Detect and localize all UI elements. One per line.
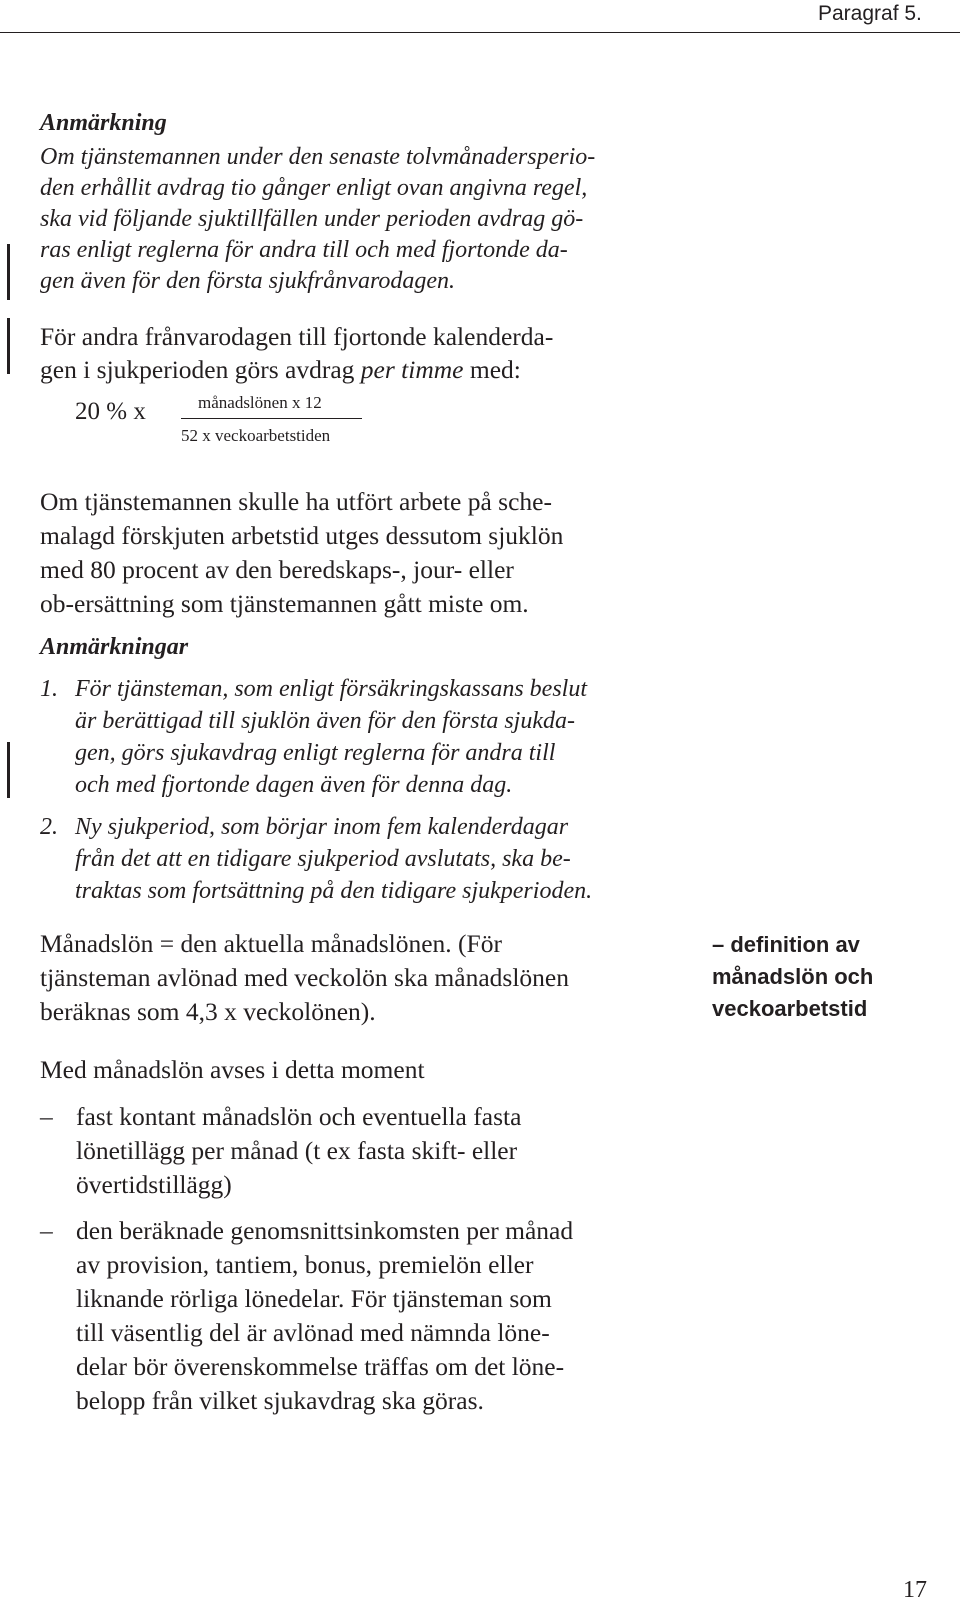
emphasis-text: per timme: [360, 355, 464, 384]
paragraph-line: För andra frånvarodagen till fjortonde kalenderda-: [40, 322, 554, 351]
note-line: För tjänsteman, som enligt försäkringskassans beslut: [75, 676, 588, 702]
note-line: och med fjortonde dagen även för denna dag.: [75, 772, 513, 798]
bullet-marker: –: [40, 1216, 53, 1245]
note-line: gen även för den första sjukfrånvarodagen.: [40, 268, 456, 294]
note-line: ska vid följande sjuktillfällen under perioden avdrag gö-: [40, 206, 584, 232]
running-header: Paragraf 5.: [818, 2, 922, 25]
bullet-line: den beräknade genomsnittsinkomsten per månad: [76, 1216, 574, 1245]
bullet-line: belopp från vilket sjukavdrag ska göras.: [76, 1386, 484, 1415]
paragraph-line: Med månadslön avses i detta moment: [40, 1055, 425, 1084]
note-line: den erhållit avdrag tio gånger enligt ovan angivna regel,: [40, 175, 588, 201]
note-line: från det att en tidigare sjukperiod avslutats, ska be-: [75, 846, 571, 872]
definition-line: beräknas som 4,3 x veckolönen).: [40, 997, 376, 1026]
formula-factor: 20 % x: [75, 398, 146, 425]
bullet-line: övertidstillägg): [76, 1170, 232, 1199]
notes-heading: Anmärkningar: [40, 634, 189, 660]
paragraph-line: Om tjänstemannen skulle ha utfört arbete på sche-: [40, 487, 552, 516]
bullet-line: av provision, tantiem, bonus, premielön eller: [76, 1250, 534, 1279]
change-bar: [7, 742, 10, 798]
note-line: är berättigad till sjuklön även för den första sjukda-: [75, 708, 575, 734]
note-line: Ny sjukperiod, som börjar inom fem kalenderdagar: [75, 814, 569, 840]
formula-numerator: månadslönen x 12: [198, 393, 322, 412]
bullet-marker: –: [40, 1102, 53, 1131]
text-run: gen i sjukperioden görs avdrag: [40, 355, 361, 384]
definition-line: Månadslön = den aktuella månadslönen. (För: [40, 929, 502, 958]
sidenote-line: – definition av: [712, 932, 860, 957]
paragraph-line: med 80 procent av den beredskaps-, jour- eller: [40, 555, 514, 584]
note-line: Om tjänstemannen under den senaste tolvmånadersperio-: [40, 144, 596, 170]
definition-line: tjänsteman avlönad med veckolön ska månadslönen: [40, 963, 569, 992]
note-heading: Anmärkning: [40, 110, 167, 136]
paragraph-line: malagd förskjuten arbetstid utges dessutom sjuklön: [40, 521, 564, 550]
paragraph-line: ob-ersättning som tjänstemannen gått miste om.: [40, 589, 529, 618]
bullet-line: fast kontant månadslön och eventuella fasta: [76, 1102, 522, 1131]
note-line: traktas som fortsättning på den tidigare sjukperioden.: [75, 878, 593, 904]
note-line: gen, görs sjukavdrag enligt reglerna för andra till: [75, 740, 556, 766]
header-rule: [0, 32, 960, 33]
bullet-line: delar bör överenskommelse träffas om det löne-: [76, 1352, 565, 1381]
note-item-number: 1.: [40, 676, 58, 702]
bullet-line: lönetillägg per månad (t ex fasta skift- eller: [76, 1136, 518, 1165]
sidenote-line: veckoarbetstid: [712, 996, 868, 1021]
sidenote-line: månadslön och: [712, 964, 874, 989]
note-line: ras enligt reglerna för andra till och med fjortonde da-: [40, 237, 568, 263]
formula-denominator: 52 x veckoarbetstiden: [181, 426, 331, 445]
text-run: med:: [463, 355, 521, 384]
bullet-line: liknande rörliga lönedelar. För tjänsteman som: [76, 1284, 552, 1313]
change-bar: [7, 244, 10, 300]
fraction-bar: [181, 418, 362, 419]
paragraph-line: [40, 354, 521, 386]
change-bar: [7, 318, 10, 374]
page-number: 17: [903, 1577, 927, 1603]
bullet-line: till väsentlig del är avlönad med nämnda löne-: [76, 1318, 550, 1347]
note-item-number: 2.: [40, 814, 58, 840]
